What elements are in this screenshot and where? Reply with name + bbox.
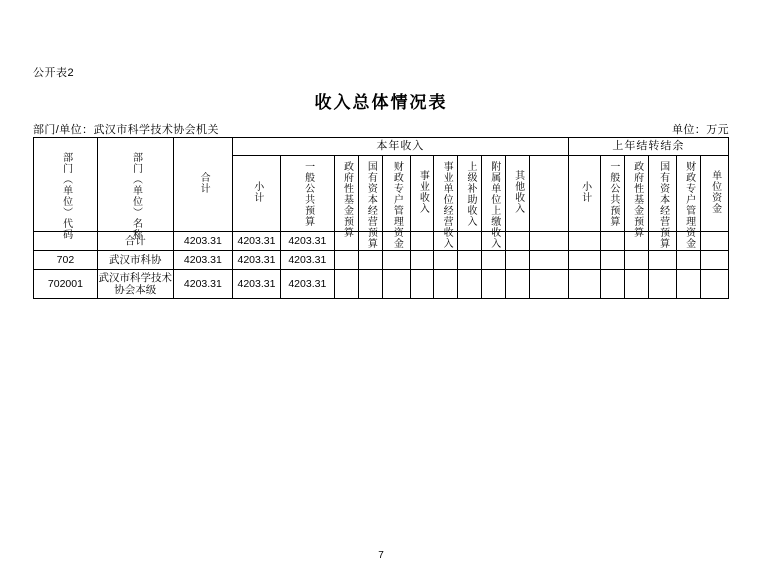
cell-cy-other-income <box>505 232 529 251</box>
cell-cy-other-income <box>505 270 529 299</box>
header-cy-state-capital-budget: 国有资本经营预算 <box>358 156 382 232</box>
header-dept-name: 部门（单位）名称 <box>97 138 173 232</box>
cell-cy-institution-income <box>410 270 434 299</box>
cell-co-subtotal <box>568 270 600 299</box>
cell-dept-name: 合计 <box>97 232 173 251</box>
department-label: 部门/单位：武汉市科学技术协会机关 <box>33 124 219 136</box>
cell-dept-code: 702001 <box>34 270 98 299</box>
cell-cy-institution-business-income <box>434 251 458 270</box>
amount-unit-label: 单位：万元 <box>672 124 729 136</box>
cell-cy-state-capital-budget <box>358 270 382 299</box>
cell-co-unit-fund <box>700 270 728 299</box>
cell-cy-fiscal-account-fund <box>382 251 410 270</box>
cell-cy-institution-business-income <box>434 270 458 299</box>
cell-co-gov-fund-budget <box>624 270 648 299</box>
cell-cy-subtotal: 4203.31 <box>233 232 281 251</box>
cell-cy-gov-fund-budget <box>334 251 358 270</box>
header-cy-superior-subsidy-income: 上级补助收入 <box>458 156 482 232</box>
cell-cy-spacer <box>529 251 568 270</box>
cell-dept-name: 武汉市科学技术协会本级 <box>97 270 173 299</box>
header-cy-other-income: 其他收入 <box>505 156 529 232</box>
table-row <box>34 270 729 299</box>
header-cy-spacer <box>529 156 568 232</box>
cell-cy-subtotal: 4203.31 <box>233 270 281 299</box>
cell-cy-superior-subsidy-income <box>458 251 482 270</box>
cell-cy-fiscal-account-fund <box>382 270 410 299</box>
cell-co-general-public-budget <box>601 251 625 270</box>
cell-cy-general-public-budget: 4203.31 <box>280 232 334 251</box>
cell-total: 4203.31 <box>173 232 233 251</box>
cell-cy-institution-income <box>410 232 434 251</box>
cell-cy-superior-subsidy-income <box>458 270 482 299</box>
cell-total: 4203.31 <box>173 270 233 299</box>
page-title: 收入总体情况表 <box>314 93 448 112</box>
header-cy-fiscal-account-fund: 财政专户管理资金 <box>382 156 410 232</box>
cell-cy-institution-income <box>410 251 434 270</box>
header-co-general-public-budget: 一般公共预算 <box>601 156 625 232</box>
header-cy-subtotal: 小计 <box>233 156 281 232</box>
subheader-line <box>33 121 729 137</box>
table-row <box>34 232 729 251</box>
cell-co-fiscal-account-fund <box>676 251 700 270</box>
header-total: 合计 <box>173 138 233 232</box>
cell-co-subtotal <box>568 251 600 270</box>
cell-co-unit-fund <box>700 251 728 270</box>
cell-co-state-capital-budget <box>648 270 676 299</box>
cell-cy-spacer <box>529 270 568 299</box>
header-co-gov-fund-budget: 政府性基金预算 <box>624 156 648 232</box>
cell-co-subtotal <box>568 232 600 251</box>
header-co-fiscal-account-fund: 财政专户管理资金 <box>676 156 700 232</box>
cell-co-fiscal-account-fund <box>676 270 700 299</box>
page-number: 7 <box>378 550 384 561</box>
table-row <box>34 251 729 270</box>
header-dept-code: 部门（单位）代码 <box>34 138 98 232</box>
cell-cy-general-public-budget: 4203.31 <box>280 251 334 270</box>
cell-dept-name: 武汉市科协 <box>97 251 173 270</box>
header-co-unit-fund: 单位资金 <box>700 156 728 232</box>
cell-cy-spacer <box>529 232 568 251</box>
cell-cy-affiliated-unit-income <box>482 270 506 299</box>
header-cy-gov-fund-budget: 政府性基金预算 <box>334 156 358 232</box>
cell-dept-code: 702 <box>34 251 98 270</box>
header-cy-institution-income: 事业收入 <box>410 156 434 232</box>
cell-co-general-public-budget <box>601 270 625 299</box>
header-co-subtotal: 小计 <box>568 156 600 232</box>
cell-cy-superior-subsidy-income <box>458 232 482 251</box>
header-group-current-year: 本年收入 <box>233 138 569 156</box>
cell-co-unit-fund <box>700 232 728 251</box>
income-summary-table <box>33 137 729 299</box>
cell-cy-subtotal: 4203.31 <box>233 251 281 270</box>
header-co-state-capital-budget: 国有资本经营预算 <box>648 156 676 232</box>
header-cy-affiliated-unit-income: 附属单位上缴收入 <box>482 156 506 232</box>
cell-cy-general-public-budget: 4203.31 <box>280 270 334 299</box>
cell-co-gov-fund-budget <box>624 251 648 270</box>
cell-cy-other-income <box>505 251 529 270</box>
header-group-carryover: 上年结转结余 <box>568 138 728 156</box>
cell-cy-state-capital-budget <box>358 251 382 270</box>
form-number: 公开表2 <box>33 67 75 79</box>
cell-cy-gov-fund-budget <box>334 270 358 299</box>
cell-total: 4203.31 <box>173 251 233 270</box>
table-group-header-row <box>34 138 729 156</box>
header-cy-institution-business-income: 事业单位经营收入 <box>434 156 458 232</box>
cell-co-state-capital-budget <box>648 251 676 270</box>
header-cy-general-public-budget: 一般公共预算 <box>280 156 334 232</box>
cell-co-general-public-budget <box>601 232 625 251</box>
cell-cy-affiliated-unit-income <box>482 251 506 270</box>
